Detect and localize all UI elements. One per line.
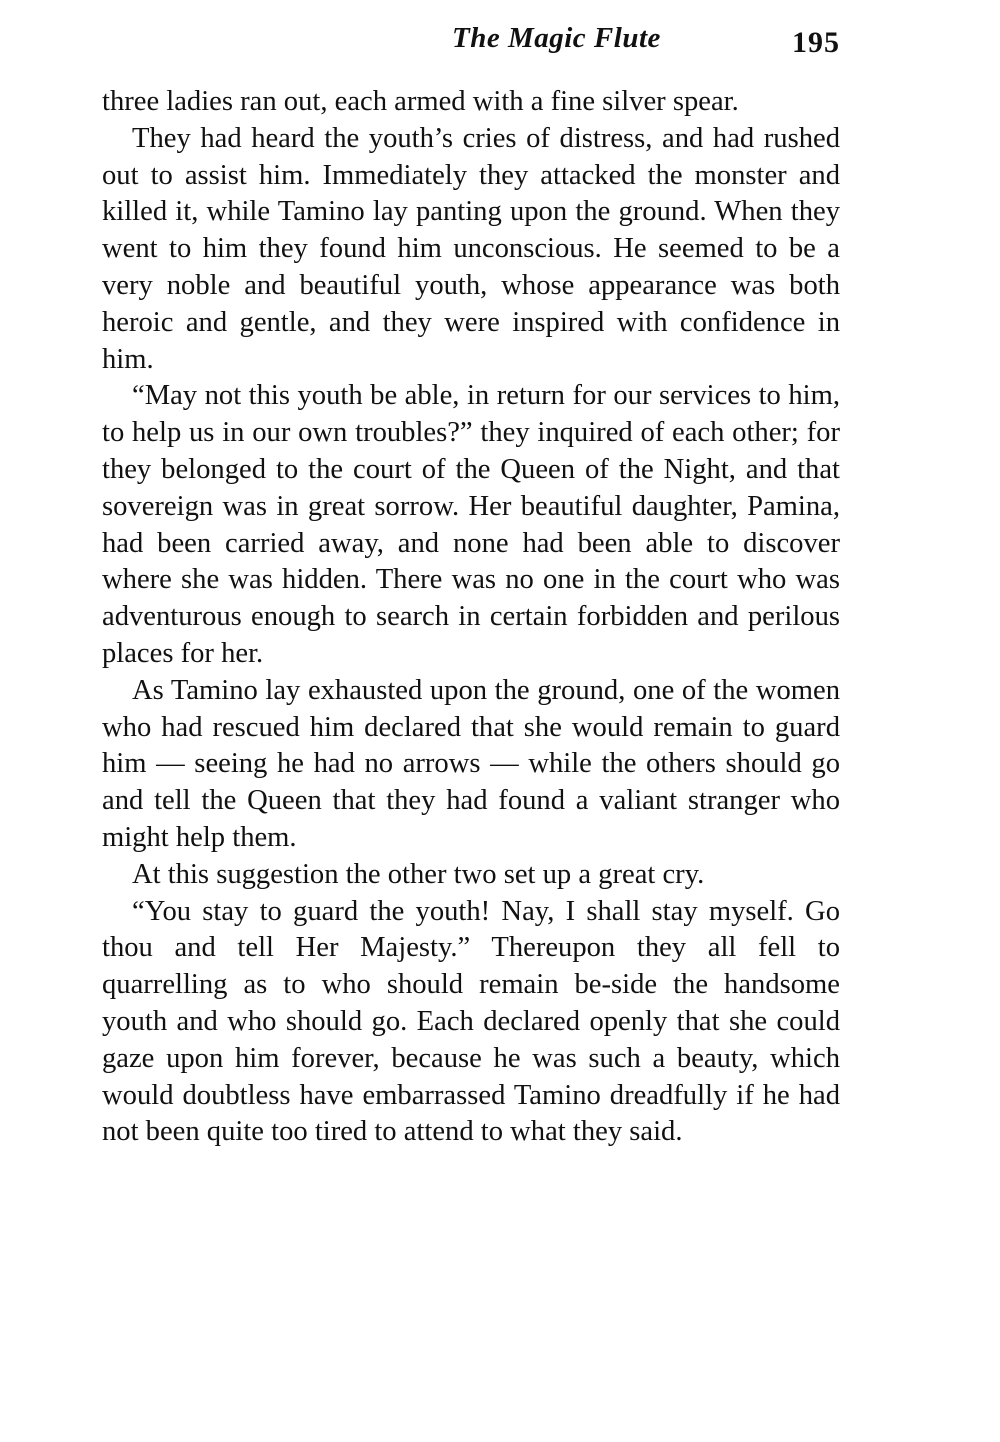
paragraph-queen-of-night: “May not this youth be able, in return for our services to him, to help us in our own troubles?” they inquired of each other; for they belonged to the court of the Queen of the Night, and that sovereign was in great sorrow. Her beautiful daughter, Pamina, had been carried away, and none had been able to discover where she was hidden. There was no one in the court who was adventurous enough to search in certain forbidden and perilous places for her. [102,380,840,669]
paragraph-great-cry: At this suggestion the other two set up a great cry. [132,858,705,890]
running-title: The Magic Flute [452,22,661,54]
page-number: 195 [792,26,840,59]
running-head [100,22,840,62]
paragraph-guard-proposal: As Tamino lay exhausted upon the ground, one of the women who had rescued him declared that she would remain to guard him — seeing he had no arrows — while the others should go and tell the Queen that they had found a valiant stranger who might help them. [102,674,840,853]
paragraph-continuation: three ladies ran out, each armed with a fine silver spear. [102,86,739,117]
body-text [102,84,840,1151]
paragraph-rescue: They had heard the youth’s cries of distress, and had rushed out to assist him. Immediately they attacked the monster and killed it, while Tamino lay panting upon the ground. When they went to him they found him unconscious. He seemed to be a very noble and beautiful youth, whose appearance was both heroic and gentle, and they were inspired with confidence in him. [102,122,840,375]
paragraph-quarrel: “You stay to guard the youth! Nay, I shall stay myself. Go thou and tell Her Majesty.” Thereupon they all fell to quarrelling as to who should remain be-side the handsome youth and who should go. Each declared openly that she could gaze upon him forever, because he was such a beauty, which would doubtless have embarrassed Tamino dreadfully if he had not been quite too tired to attend to what they said. [102,895,840,1148]
